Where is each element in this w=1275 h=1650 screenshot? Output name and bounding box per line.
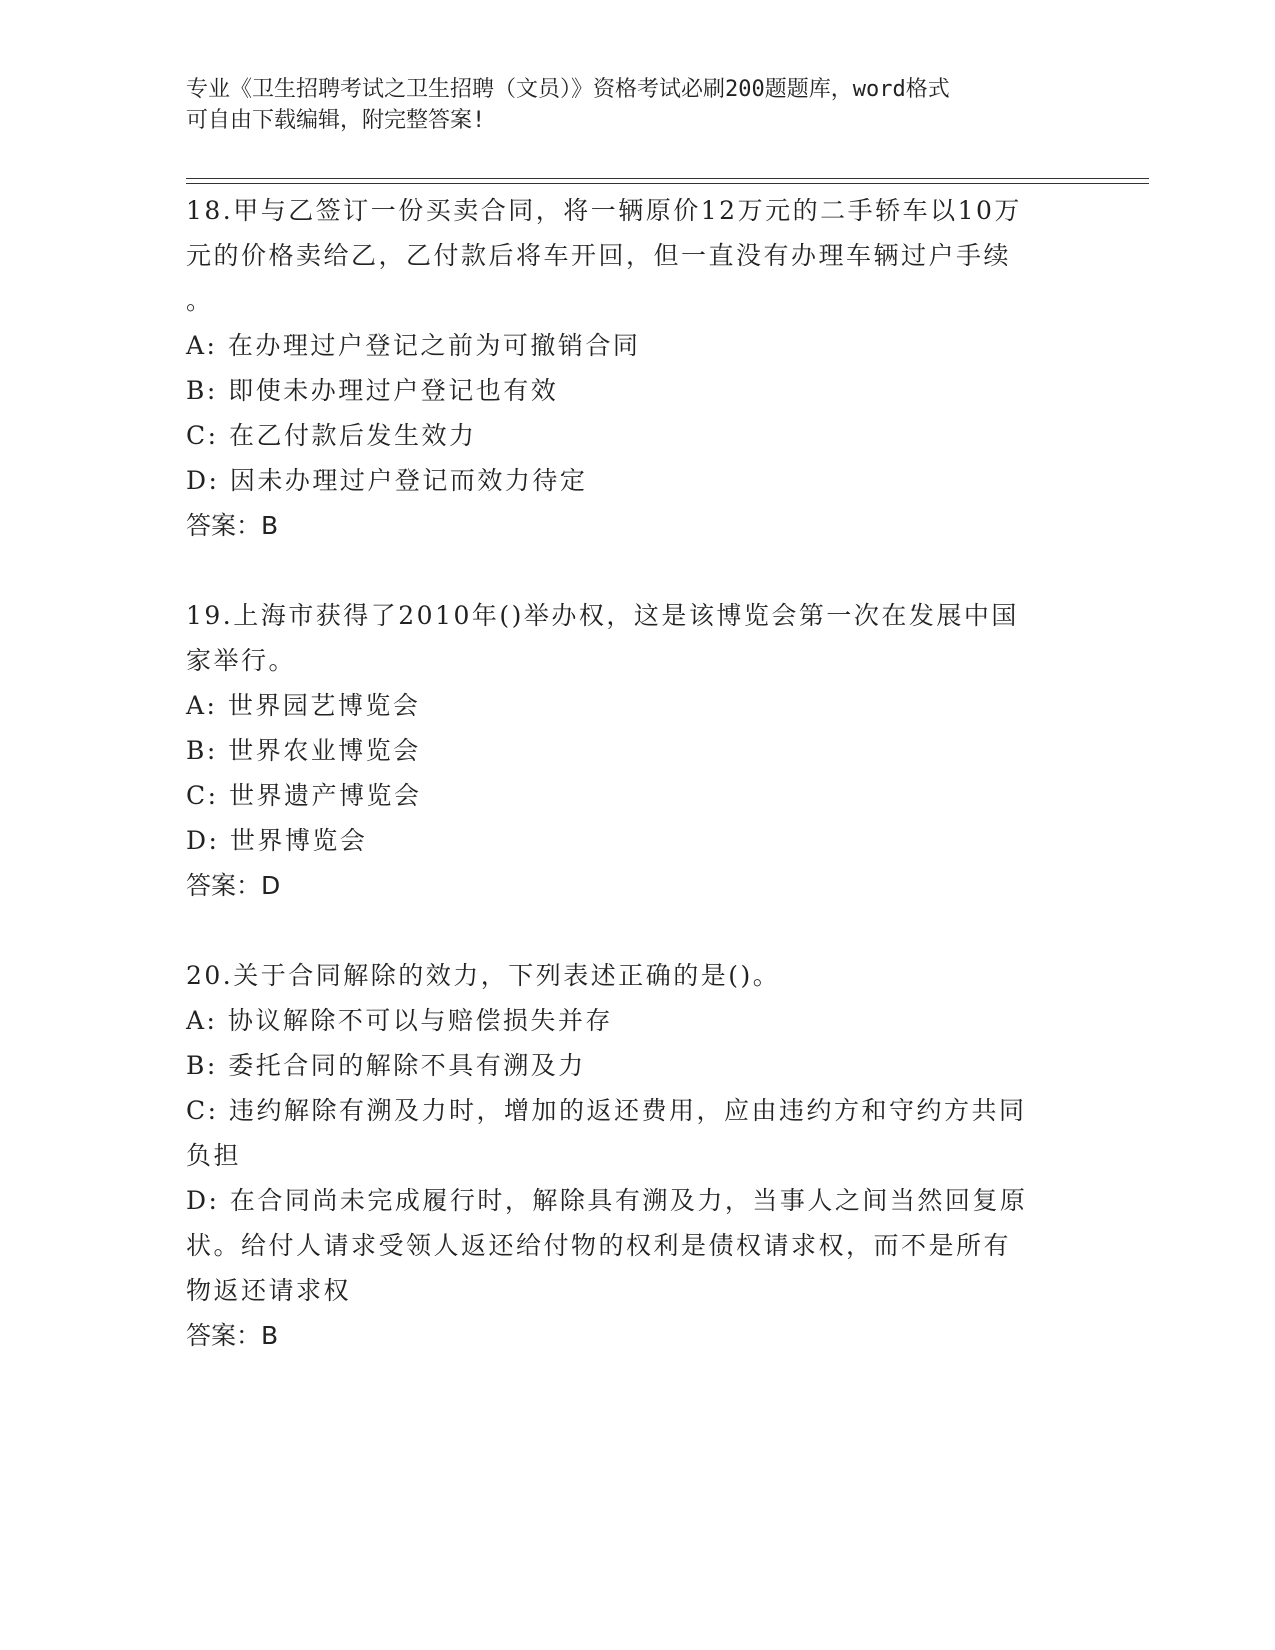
answer-label: 答案：D: [186, 871, 281, 900]
question-18: [186, 188, 1066, 548]
option-c: C: 世界遗产博览会: [186, 781, 422, 810]
header-line-2: 可自由下载编辑，附完整答案!: [186, 108, 486, 133]
header-line-1: 专业《卫生招聘考试之卫生招聘（文员）》资格考试必刷200题题库，word格式: [186, 77, 950, 102]
option-b: B: 世界农业博览会: [186, 736, 421, 765]
document-header: [186, 74, 1066, 136]
question-stem-line: 。: [186, 286, 214, 315]
question-spacer: [186, 548, 1066, 593]
option-a: A: 在办理过户登记之前为可撤销合同: [186, 331, 641, 360]
header-divider-bottom: [186, 183, 1149, 184]
question-spacer: [186, 908, 1066, 953]
option-c-continued: 负担: [186, 1141, 242, 1170]
question-stem-line: 20.关于合同解除的效力，下列表述正确的是()。: [186, 961, 781, 990]
option-d: D: 因未办理过户登记而效力待定: [186, 466, 588, 495]
question-stem-line: 家举行。: [186, 646, 297, 675]
option-c: C: 在乙付款后发生效力: [186, 421, 477, 450]
option-d-continued: 状。给付人请求受领人返还给付物的权利是债权请求权，而不是所有: [186, 1231, 1012, 1260]
option-b: B: 即使未办理过户登记也有效: [186, 376, 559, 405]
option-c: C: 违约解除有溯及力时，增加的返还费用，应由违约方和守约方共同: [186, 1096, 1027, 1125]
option-a: A: 世界园艺博览会: [186, 691, 421, 720]
option-d-continued: 物返还请求权: [186, 1276, 352, 1305]
question-stem-line: 元的价格卖给乙，乙付款后将车开回，但一直没有办理车辆过户手续: [186, 241, 1012, 270]
option-a: A: 协议解除不可以与赔偿损失并存: [186, 1006, 613, 1035]
header-divider-top: [186, 178, 1149, 179]
answer-label: 答案：B: [186, 511, 279, 540]
answer-label: 答案：B: [186, 1321, 279, 1350]
option-b: B: 委托合同的解除不具有溯及力: [186, 1051, 586, 1080]
question-stem-line: 19.上海市获得了2010年()举办权，这是该博览会第一次在发展中国: [186, 601, 1019, 630]
question-list: [186, 188, 1066, 1358]
option-d: D: 世界博览会: [186, 826, 368, 855]
option-d: D: 在合同尚未完成履行时，解除具有溯及力，当事人之间当然回复原: [186, 1186, 1028, 1215]
question-20: [186, 953, 1066, 1358]
question-stem-line: 18.甲与乙签订一份买卖合同，将一辆原价12万元的二手轿车以10万: [186, 196, 1022, 225]
question-19: [186, 593, 1066, 908]
